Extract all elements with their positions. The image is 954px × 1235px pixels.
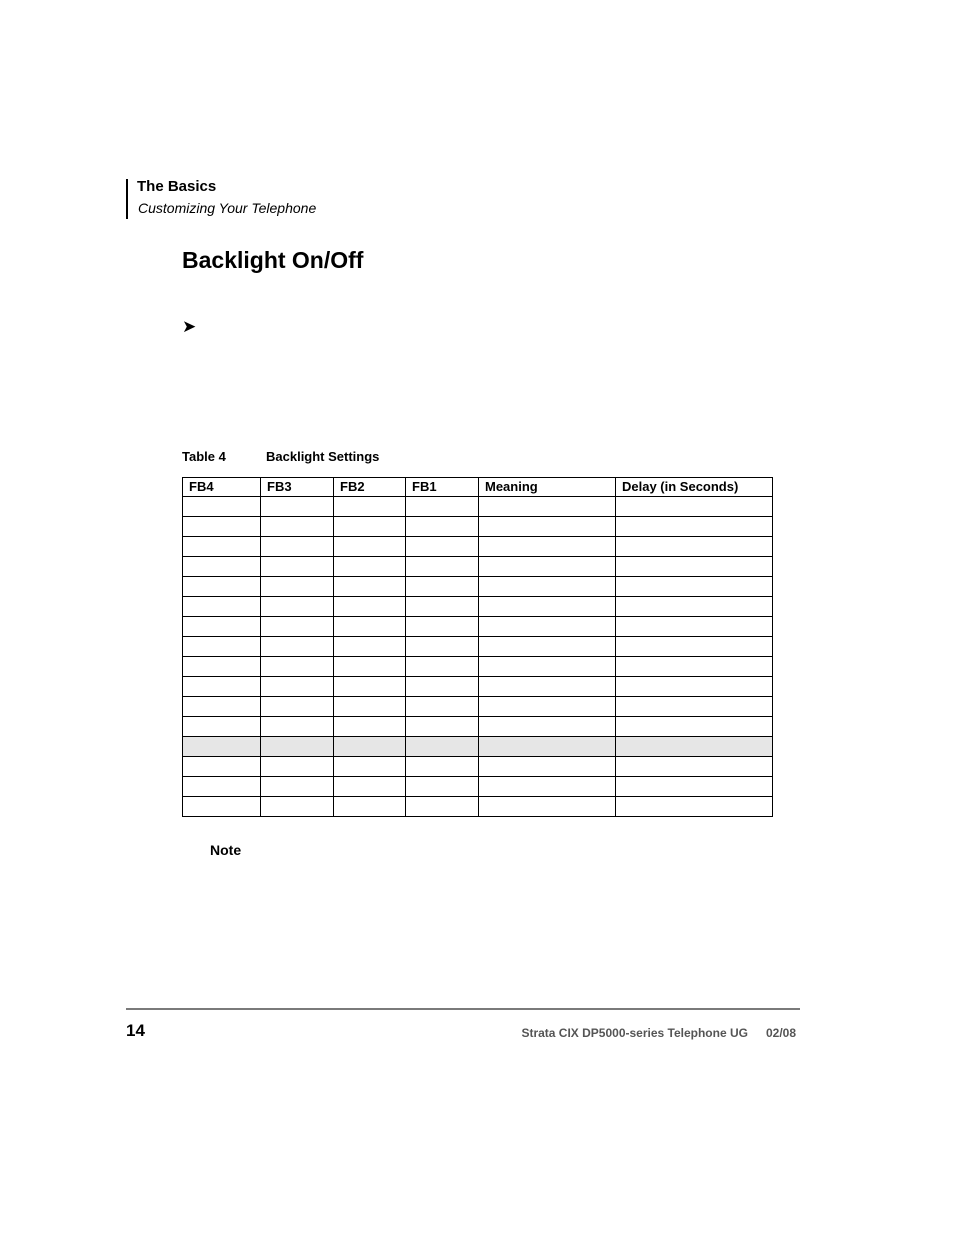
table-cell: [334, 497, 406, 517]
table-cell: [183, 537, 261, 557]
table-cell: [479, 657, 616, 677]
section-subtitle: Customizing Your Telephone: [138, 200, 317, 216]
table-cell: [406, 637, 479, 657]
table-cell: [406, 777, 479, 797]
column-header-fb2: FB2: [334, 478, 406, 497]
table-cell: [616, 497, 773, 517]
table-cell: [479, 717, 616, 737]
table-cell: [479, 737, 616, 757]
table-cell: [406, 757, 479, 777]
table-cell: [334, 517, 406, 537]
table-cell: [183, 517, 261, 537]
table-cell: [261, 677, 334, 697]
table-cell: [261, 737, 334, 757]
table-cell: [406, 597, 479, 617]
table-body: [183, 497, 773, 817]
table-cell: [406, 717, 479, 737]
table-cell: [479, 777, 616, 797]
column-header-meaning: Meaning: [479, 478, 616, 497]
table-cell: [334, 537, 406, 557]
table-cell: [616, 677, 773, 697]
table-cell: [261, 797, 334, 817]
table-cell: [479, 537, 616, 557]
table-row: [183, 757, 773, 777]
table-cell: [616, 597, 773, 617]
table-cell: [406, 557, 479, 577]
table-cell: [334, 597, 406, 617]
table-cell: [261, 777, 334, 797]
table-cell: [479, 677, 616, 697]
table-cell: [479, 497, 616, 517]
table-cell: [183, 737, 261, 757]
table-row: [183, 497, 773, 517]
table-cell: [261, 537, 334, 557]
table-cell: [616, 537, 773, 557]
table-caption-label: Table 4: [182, 449, 226, 464]
table-cell: [261, 637, 334, 657]
table-cell: [406, 737, 479, 757]
table-cell: [479, 597, 616, 617]
table-cell: [479, 757, 616, 777]
table-cell: [406, 497, 479, 517]
table-row: [183, 777, 773, 797]
table-cell: [479, 557, 616, 577]
table-row: [183, 577, 773, 597]
table-cell: [334, 737, 406, 757]
table-cell: [183, 777, 261, 797]
footer-date: 02/08: [765, 1026, 796, 1040]
table-cell: [183, 557, 261, 577]
table-cell: [334, 637, 406, 657]
table-caption-title: Backlight Settings: [266, 449, 380, 464]
table-cell: [406, 797, 479, 817]
table-cell: [261, 617, 334, 637]
table-cell: [183, 497, 261, 517]
table-cell: [406, 537, 479, 557]
table-cell: [616, 697, 773, 717]
table-row: [183, 657, 773, 677]
table-row: [183, 637, 773, 657]
table-cell: [334, 697, 406, 717]
table-row: [183, 677, 773, 697]
table-cell: [616, 717, 773, 737]
table-cell: [183, 677, 261, 697]
table-cell: [183, 597, 261, 617]
table-cell: [479, 697, 616, 717]
table-cell: [261, 597, 334, 617]
table-cell: [616, 797, 773, 817]
table-cell: [183, 697, 261, 717]
table-cell: [616, 577, 773, 597]
table-cell: [183, 757, 261, 777]
column-header-fb4: FB4: [183, 478, 261, 497]
table-cell: [406, 617, 479, 637]
table-cell: [406, 677, 479, 697]
table-cell: [334, 577, 406, 597]
table-cell: [479, 577, 616, 597]
table-row: [183, 597, 773, 617]
table-cell: [616, 757, 773, 777]
table-row: [183, 557, 773, 577]
table-caption: [182, 449, 380, 465]
section-title: The Basics: [137, 178, 217, 195]
table-row: [183, 737, 773, 757]
table-cell: [261, 557, 334, 577]
table-header-row: [183, 478, 773, 497]
table-cell: [183, 657, 261, 677]
table-cell: [261, 497, 334, 517]
page-number: 14: [126, 1021, 145, 1040]
table-cell: [616, 777, 773, 797]
table-cell: [334, 797, 406, 817]
footer-doc-info: [521, 1026, 796, 1041]
column-header-fb1: FB1: [406, 478, 479, 497]
table-cell: [479, 617, 616, 637]
table-cell: [183, 577, 261, 597]
note-label: Note: [210, 842, 242, 858]
column-header-fb3: FB3: [261, 478, 334, 497]
table-cell: [261, 517, 334, 537]
table-cell: [616, 737, 773, 757]
table-cell: [406, 577, 479, 597]
table-cell: [616, 557, 773, 577]
table-cell: [261, 577, 334, 597]
table-cell: [261, 657, 334, 677]
table-row: [183, 517, 773, 537]
footer-rule: [126, 1008, 800, 1010]
table-cell: [183, 797, 261, 817]
table-cell: [334, 717, 406, 737]
table-cell: [616, 657, 773, 677]
table-row: [183, 697, 773, 717]
table-cell: [479, 637, 616, 657]
column-header-delay: Delay (in Seconds): [616, 478, 773, 497]
page-title: Backlight On/Off: [182, 247, 364, 273]
header-rule: [126, 179, 128, 219]
table-cell: [334, 757, 406, 777]
table-cell: [616, 617, 773, 637]
table-cell: [261, 717, 334, 737]
table-cell: [334, 657, 406, 677]
table-cell: [406, 697, 479, 717]
footer-doc-title: Strata CIX DP5000-series Telephone UG: [521, 1026, 748, 1040]
table-cell: [334, 677, 406, 697]
table-cell: [334, 617, 406, 637]
table-row: [183, 797, 773, 817]
table-row: [183, 537, 773, 557]
table-row: [183, 717, 773, 737]
table-cell: [334, 557, 406, 577]
backlight-settings-table: [182, 477, 773, 817]
table-cell: [183, 717, 261, 737]
table-cell: [616, 637, 773, 657]
arrow-right-icon: ➤: [182, 317, 197, 336]
table-cell: [261, 757, 334, 777]
table-cell: [479, 797, 616, 817]
table-cell: [406, 657, 479, 677]
table-cell: [261, 697, 334, 717]
table-cell: [406, 517, 479, 537]
table-cell: [183, 637, 261, 657]
table-cell: [334, 777, 406, 797]
table-cell: [616, 517, 773, 537]
table-cell: [183, 617, 261, 637]
table-cell: [479, 517, 616, 537]
table-row: [183, 617, 773, 637]
